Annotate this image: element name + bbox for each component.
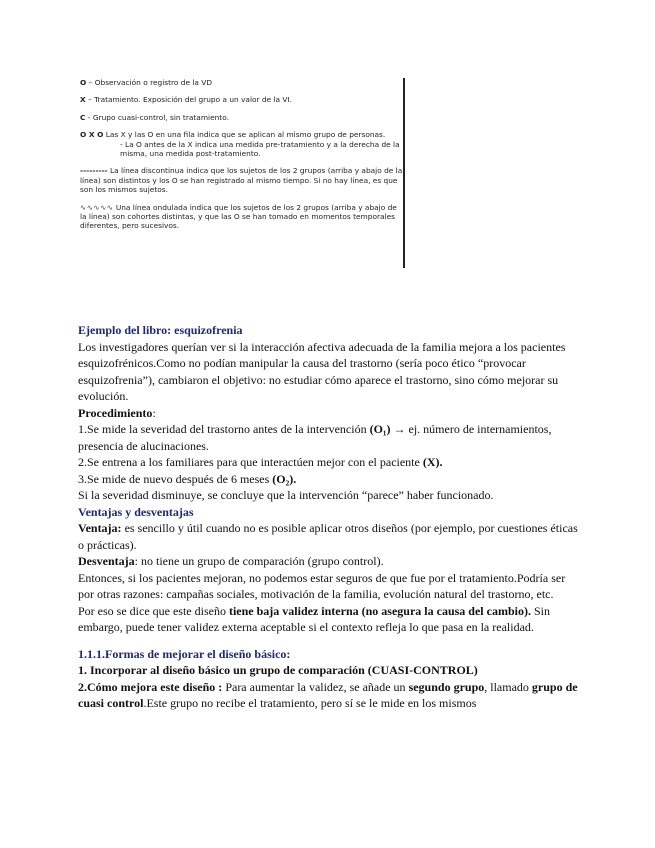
legend-wavy-line: ∿∿∿∿∿ Una línea ondulada indica que los sujetos de los 2 grupos (arriba y abajo de la línea) son cohortes distintas, y que las O se han tomado en momentos temporales diferentes, pero sucesivos. xyxy=(80,202,397,231)
legend-o: O – Observación o registro de la VD xyxy=(80,78,213,87)
wavy-line-icon: ∿∿∿∿∿ xyxy=(80,202,114,212)
legend-dashed-line: --------- La línea discontinua indica que los sujetos de los 2 grupos (arriba y abajo de la línea) son distintos y los O se han registrado al mismo tiempo. Si no hay línea, es que son los mismos sujetos. xyxy=(80,166,403,195)
procedure-conclusion: Si la severidad disminuye, se concluye que la intervención “parece” haber funcionado. xyxy=(78,488,494,502)
procedure-step-2: 2.Se entrena a los familiares para que interactúen mejor con el paciente (X). xyxy=(78,455,443,469)
procedure-label: Procedimiento: xyxy=(78,405,156,420)
pros-cons-heading: Ventajas y desventajas xyxy=(78,504,194,519)
legend-x: X – Tratamiento. Exposición del grupo a un valor de la VI. xyxy=(80,95,293,105)
advantage-paragraph: Ventaja: es sencillo y útil cuando no es posible aplicar otros diseños (por ejemplo, por cuestiones éticas o prácticas). xyxy=(78,521,578,552)
legend-oxo: O X O Las X y las O en una fila indica que se aplican al mismo grupo de personas. xyxy=(80,130,386,140)
disadvantage-paragraph: Desventaja: no tiene un grupo de comparación (grupo control). xyxy=(78,554,384,568)
procedure-step-3: 3.Se mide de nuevo después de 6 meses (O₂). xyxy=(78,471,297,486)
legend-c: C - Grupo cuasi-control, sin tratamiento. xyxy=(80,112,229,122)
legend-oxo-detail: - La O antes de la X indica una medida pre-tratamiento y a la derecha de la misma, una medida post-tratamiento. xyxy=(120,139,400,159)
section-heading: 1.1.1.Formas de mejorar el diseño básico: xyxy=(78,646,291,661)
entonces-paragraph: Entonces, si los pacientes mejoran, no podemos estar seguros de que fue por el tratamiento.Podría ser por otras razones: campañas sociales, motivación de la familia, evolución natural del trastorno, etc. xyxy=(78,570,566,601)
procedure-step-1: 1.Se mide la severidad del trastorno antes de la intervención (O₁) → ej. número de internamientos, presencia de alucinaciones. xyxy=(78,422,552,453)
improvement-item-1: 1. Incorporar al diseño básico un grupo de comparación (CUASI-CONTROL) xyxy=(78,663,478,677)
document-body xyxy=(78,322,578,712)
example-heading: Ejemplo del libro: esquizofrenia xyxy=(78,323,243,337)
intro-paragraph: Los investigadores querían ver si la interacción afectiva adecuada de la familia mejora a los pacientes esquizofrénicos.Como no podían manipular la causa del trastorno (sería poco ético “provocar esquizofrenia”), cambiaron el objetivo: no estudiar cómo aparece el trastorno, sino cómo mejorar su evolución. xyxy=(78,339,566,403)
internal-validity-paragraph: Por eso se dice que este diseño tiene baja validez interna (no asegura la causa del cambio). Sin embargo, puede tener validez externa aceptable si el contexto refleja lo que pasa en la realidad. xyxy=(78,603,550,634)
notation-legend-figure xyxy=(80,78,405,268)
improvement-item-2: 2.Cómo mejora este diseño : Para aumentar la validez, se añade un segundo grupo, llamado grupo de cuasi control.Este grupo no recibe el tratamiento, pero sí se le mide en los mismos xyxy=(78,679,578,710)
